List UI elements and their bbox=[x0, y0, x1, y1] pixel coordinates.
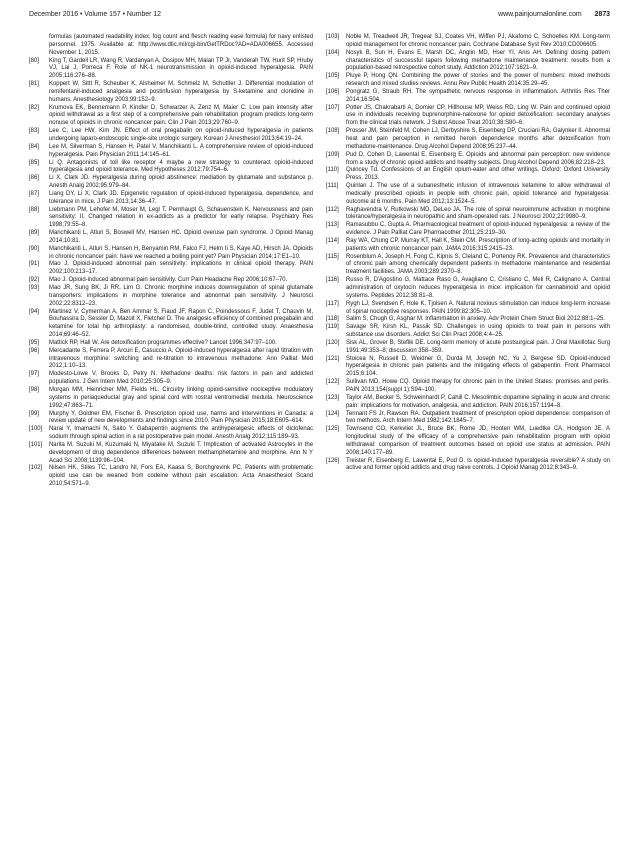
reference-text: Manchikanti L, Atluri S, Boswell MV, Hansen HC. Opioid overuse pain syndrome. J Opioid Manag 2014;10:81. bbox=[49, 230, 313, 244]
reference-number: [89] bbox=[29, 230, 39, 237]
reference-entry bbox=[326, 105, 610, 129]
reference-number: [99] bbox=[29, 410, 39, 417]
reference-text: Mao J. Opioid-induced abnormal pain sensitivity. Curr Pain Headache Rep 2006;10:67–70. bbox=[49, 277, 288, 284]
reference-number: [122] bbox=[326, 379, 340, 386]
reference-text: Manchikanti L, Atluri S, Hansen H, Benyamin RM, Falco FJ, Helm Ii S, Kaye AD, Hirsch JA. Opioids in chronic noncancer pain: have we reached a boiling point yet? Pain Physician 2014;17:E1–10. bbox=[49, 245, 313, 260]
reference-text: Treister R, Eisenberg E, Lawental E, Pud D. Is opioid-induced hyperalgesia reversible? A study on active and former opioid addicts and drug naive controls. J Opioid Manag 2012;8:343–9. bbox=[346, 457, 610, 472]
reference-entry bbox=[326, 152, 610, 168]
reference-number: [82] bbox=[29, 104, 39, 111]
reference-text: Li Q. Antagonists of toll like receptor 4 maybe a new strategy to counteract opioid-induced hyperalgesia and opioid tolerance. Med Hypotheses 2012;79:754–6. bbox=[49, 159, 313, 174]
journal-url: www.painjournalonline.com bbox=[498, 10, 582, 18]
reference-text: Mattick RP, Hall W. Are detoxification programmes effective? Lancet 1996;347:97–100. bbox=[49, 339, 277, 346]
reference-number: [93] bbox=[29, 285, 39, 291]
reference-text: Mao JR, Sung BK, Ji RR, Lim G. Chronic morphine induces downregulation of spinal glutamate transporters: implications in morphine tolerance and abnormal pain sensitivity. J Neurosci 2002;22:8312–23. bbox=[49, 285, 313, 307]
reference-text: Murphy Y, Goldner EM, Fischer B. Prescription opioid use, harms and interventions in Canada: a review update of new developments and findings since 2010. Pain Physician 2015;18:E605–614. bbox=[49, 410, 313, 425]
reference-entry bbox=[326, 277, 610, 301]
reference-entry bbox=[29, 309, 313, 340]
reference-entry bbox=[326, 167, 610, 183]
reference-entry bbox=[29, 348, 313, 372]
references-body bbox=[29, 34, 610, 489]
reference-text: Quinlan J. The use of a subanesthetic infusion of intravenous ketamine to allow withdrawal of medically prescribed opioids in people with chronic pain, opioid tolerance and hyperalgesia: outcome at 6 months. Pain Med 2012;13:1524–5. bbox=[346, 183, 610, 205]
reference-number: [115] bbox=[326, 253, 339, 260]
reference-text: Martinez V, Cymerman A, Ben Ammar S, Fiaud JF, Rapon C, Poindessous F, Judet T, Chauvin M, Bouhassira D, Sessler D, Mazoit X, Fletcher D. The analgesic efficiency of combined pregabalin and ketamine for total hip arthroplasty: a randomised, double-blind, controlled study. Anaesthesia 2014;69:46–52. bbox=[49, 308, 313, 339]
reference-entry bbox=[326, 379, 610, 395]
reference-text: Quincey Td. Confessions of an English opium-eater and other writings. Oxford: Oxford University Press, 2013. bbox=[346, 167, 610, 182]
reference-entry bbox=[29, 465, 313, 489]
reference-text: Modesto-Lowe V, Brooks D, Petry N. Methadone deaths: risk factors in pain and addicted populations. J Gen Intern Med 2010;25:305–9. bbox=[49, 371, 313, 386]
reference-text: Lee M, Silverman S, Hansen H, Patel V, Manchikanti L. A comprehensive review of opioid-induced hyperalgesia. Pain Physician 2011;14:145–61. bbox=[49, 143, 313, 158]
reference-text: Salim S, Chugh G, Asghar M. Inflammation in anxiety. Adv Protein Chem Struct Biol 2012;88:1–25. bbox=[346, 316, 605, 323]
reference-number: [124] bbox=[326, 410, 340, 417]
page-number: 2873 bbox=[594, 10, 610, 18]
reference-entry bbox=[326, 356, 610, 380]
reference-entry bbox=[29, 81, 313, 105]
reference-entry bbox=[29, 340, 313, 348]
reference-entry bbox=[29, 191, 313, 207]
reference-entry bbox=[326, 301, 610, 317]
reference-number: [119] bbox=[326, 324, 339, 331]
reference-number: [104] bbox=[326, 49, 340, 56]
reference-text: Liang DY, Li X, Clark JD. Epigenetic regulation of opioid-induced hyperalgesia, dependence, and tolerance in mice. J Pain 2013;14:36–47. bbox=[49, 190, 313, 205]
reference-number: [114] bbox=[326, 237, 339, 244]
reference-number: [86] bbox=[29, 175, 39, 182]
reference-entry bbox=[326, 34, 610, 50]
reference-text: Mao J. Opioid-induced abnormal pain sensitivity: implications in clinical opioid therapy. PAIN 2002;100:213–17. bbox=[49, 261, 313, 276]
reference-entry bbox=[29, 160, 313, 176]
journal-issue-info: December 2016 • Volume 157 • Number 12 bbox=[29, 10, 161, 18]
reference-number: [87] bbox=[29, 190, 39, 197]
reference-entry bbox=[29, 144, 313, 160]
reference-entry bbox=[29, 387, 313, 411]
header-right bbox=[498, 11, 610, 18]
reference-text: Potter JS, Chakrabarti A, Domier CP, Hillhouse MP, Weiss RD, Ling W. Pain and continued opioid use in individuals receiving buprenorphine-naloxone for opioid detoxification: secondary analyses from the clinical trials network. J Subst Abuse Treat 2010;38:S80–6. bbox=[346, 104, 610, 127]
reference-entry bbox=[326, 426, 610, 457]
reference-text: Liebmann PM, Lehofer M, Moser M, Legl T, Pernhaupt G, Schauenstein K. Nervousness and pain sensitivity: II. Changed relation in ex-addicts as a predictor for early relapse. Psychiatry Res 1998;79:55–8. bbox=[49, 206, 313, 229]
reference-text: Noble M, Treadwell JR, Tregear SJ, Coates VH, Wiffen PJ, Akafomo C, Schoelles KM. Long-term opioid management for chronic noncancer pain. Cochrane Database Syst Rev 2010;CD006605. bbox=[346, 34, 610, 48]
reference-number: [123] bbox=[326, 394, 340, 401]
reference-entry bbox=[326, 183, 610, 207]
reference-number: [83] bbox=[29, 128, 39, 135]
reference-text: Ramasubbu C, Gupta A. Pharmacological treatment of opioid-induced hyperalgesia: a review of the evidence. J Pain Palliat Care Pharmacother 2011;25:219–30. bbox=[346, 222, 610, 237]
reference-number: [108] bbox=[326, 128, 340, 135]
reference-entry bbox=[29, 128, 313, 144]
reference-entry bbox=[326, 128, 610, 152]
reference-text: Prosser JM, Steinfeld M, Cohen LJ, Derbyshire S, Eisenberg DP, Cruciani RA, Galynker II. Abnormal heat and pain perception in remitted heroin dependence months after detoxification from methadone-maintenance. Drug Alcohol Depend 2008;95:237–44. bbox=[346, 128, 610, 150]
reference-number: [106] bbox=[326, 88, 340, 95]
reference-number: [126] bbox=[326, 457, 340, 464]
reference-number: [84] bbox=[29, 143, 39, 150]
reference-number: [118] bbox=[326, 316, 339, 323]
reference-entry bbox=[326, 411, 610, 427]
reference-number: [107] bbox=[326, 104, 340, 111]
reference-number: [105] bbox=[326, 73, 340, 80]
reference-text: Russo R, D'Agostino G, Mattace Raso G, Avagliano C, Cristiano C, Meli R, Calignano A. Central administration of oxytocin reduces hyperalgesia in mice: implication for cannabinoid and opioid systems. Peptides 2012;38:81–8. bbox=[346, 277, 610, 299]
reference-text: Rosenblum A, Joseph H, Fong C, Kipnis S, Cleland C, Portenoy RK. Prevalence and characteristics of chronic pain among chemically dependent patients in methadone maintenance and residential treatment facilities. JAMA 2003;289:2370–8. bbox=[346, 253, 610, 276]
reference-entry bbox=[326, 324, 610, 340]
reference-number: [117] bbox=[326, 300, 339, 307]
reference-number: [81] bbox=[29, 81, 39, 88]
reference-text: Morgan MM, Heinricher MM, Fields HL. Circuitry linking opioid-sensitive nociceptive modulatory systems in periaqueductal gray and spinal cord with rostral ventromedial medulla. Neuroscience 1992;47:863–71. bbox=[49, 386, 313, 409]
reference-number: [100] bbox=[29, 426, 43, 433]
reference-text: Narita M, Suzuki M, Kuzumaki N, Miyatake M, Suzuki T. Implication of activated Astrocytes in the development of drug dependence differences between methamphetamine and morphine. Ann N Y Acad Sci 2008;1139:96–104. bbox=[49, 441, 313, 464]
right-column bbox=[326, 34, 610, 489]
reference-text: Mercadante S, Ferrera P, Arcuri E, Casuccio A. Opioid-induced hyperalgesia after rapid titration with intravenous morphine: switching and re-titration to intravenous methadone. Ann Palliat Med 2012;1:10–13. bbox=[49, 347, 313, 370]
reference-entry bbox=[326, 254, 610, 278]
reference-number: [96] bbox=[29, 347, 39, 354]
reference-number: [98] bbox=[29, 386, 39, 393]
reference-number: [102] bbox=[29, 465, 43, 472]
reference-text: Ray WA, Chung CP, Murray KT, Hall K, Stein CM. Prescription of long-acting opioids and mortality in patients with chronic noncancer pain. JAMA 2016;315:2415–23. bbox=[346, 237, 610, 252]
reference-text: Townsend CO, Kerkvliet JL, Bruce BK, Rome JD, Hooten WM, Luedtke CA, Hodgson JE. A longitudinal study of the efficacy of a comprehensive pain rehabilitation program with opioid withdrawal: comparison of treatment outcomes based on opioid use status at admission. PAIN 2008;140:177–89. bbox=[346, 426, 610, 456]
reference-number: [80] bbox=[29, 57, 39, 64]
reference-text: King T, Gardell LR, Wang R, Vardanyan A, Ossipov MH, Malan TP Jr, Vanderah TW, Hunt SP, Hruby VJ, Lai J, Porreca F. Role of NK-1 neurotransmission in opioid-induced hyperalgesia. PAIN 2005;116:276–88. bbox=[49, 57, 313, 80]
reference-entry bbox=[326, 207, 610, 223]
reference-text: Nilsen HK, Stiles TC, Landro NI, Fors EA, Kaasa S, Borchgrevink PC. Patients with problematic opioid use can be weaned from codeine without pain escalation. Acta Anaesthesiol Scand 2010;54:571–9. bbox=[49, 465, 313, 488]
reference-text: Nosyk B, Sun H, Evans E, Marsh DC, Anglin MD, Hser YI, Anis AH. Defining dosing pattern characteristics of successful tapers following methadone maintenance treatment: results from a population-based retrospective cohort study. Addiction 2012;107:1621–9. bbox=[346, 49, 610, 72]
reference-text: Pongratz G, Straub RH. The sympathetic nervous response in inflammation. Arthritis Res Ther 2014;16:504. bbox=[346, 88, 610, 103]
reference-text: Taylor AM, Becker S, Schweinhardt P, Cahill C. Mesolimbic dopamine signaling in acute and chronic pain: implications for motivation, analgesia, and addiction. PAIN 2016;157:1194–8. bbox=[346, 394, 610, 409]
reference-entry bbox=[29, 175, 313, 191]
running-header bbox=[29, 8, 610, 20]
reference-number: [91] bbox=[29, 261, 39, 268]
reference-number: [85] bbox=[29, 159, 39, 166]
reference-number: [97] bbox=[29, 371, 39, 378]
reference-text: Rygh LJ, Svendsen F, Hole K, Tjolsen A. Natural noxious stimulation can induce long-term increase of spinal nociceptive responses. PAIN 1999;82:305–10. bbox=[346, 300, 610, 315]
reference-number: [95] bbox=[29, 339, 39, 346]
reference-entry bbox=[29, 371, 313, 387]
reference-text: Sisk AL, Grover B, Steflik DE. Long-term memory of acute postsurgical pain. J Oral Maxillofac Surg 1991;49:353–8; discussion 358–359. bbox=[346, 339, 610, 354]
reference-entry bbox=[29, 261, 313, 277]
reference-text: formulas (automated readability index, fog count and flesch reading ease formula) for navy enlisted personnel. 1975. Available at: http://www.dtic.mil/cgi-bin/GetTRDoc?AD=ADA006655. Accessed November 1, 2015. bbox=[49, 34, 313, 56]
reference-number: [90] bbox=[29, 245, 39, 252]
reference-entry bbox=[326, 238, 610, 254]
reference-number: [125] bbox=[326, 426, 340, 433]
reference-number: [113] bbox=[326, 222, 339, 229]
reference-number: [121] bbox=[326, 355, 340, 362]
reference-entry bbox=[326, 89, 610, 105]
reference-entry bbox=[29, 277, 313, 285]
reference-entry bbox=[29, 105, 313, 129]
reference-entry bbox=[29, 230, 313, 246]
reference-number: [116] bbox=[326, 277, 339, 284]
reference-number: [109] bbox=[326, 151, 340, 158]
reference-number: [110] bbox=[326, 167, 339, 174]
reference-entry bbox=[326, 222, 610, 238]
reference-entry bbox=[326, 316, 610, 324]
reference-number: [112] bbox=[326, 206, 339, 213]
reference-entry bbox=[29, 246, 313, 262]
reference-number: [94] bbox=[29, 308, 39, 315]
reference-entry bbox=[326, 50, 610, 74]
reference-number: [111] bbox=[326, 183, 339, 190]
reference-entry bbox=[326, 73, 610, 89]
reference-text: Krumova EK, Bennemann P, Kindler D, Schwarzer A, Zenz M, Maier C. Low pain intensity after opioid withdrawal as a first step of a comprehensive pain rehabilitation program predicts long-term nonuse of opioids in chronic noncancer pain. Clin J Pain 2013;29:760–9. bbox=[49, 104, 313, 127]
reference-entry bbox=[29, 426, 313, 442]
reference-text: Li X, Clark JD. Hyperalgesia during opioid abstinence: mediation by glutamate and substance p. Anesth Analg 2002;95:979–84. bbox=[49, 175, 313, 190]
reference-entry bbox=[29, 285, 313, 309]
reference-number: [92] bbox=[29, 277, 39, 284]
reference-text: Koppert W, Sittl R, Scheuber K, Alsheimer M, Schmelz M, Schuttler J. Differential modulation of remifentanil-induced analgesia and postinfusion hyperalgesia by S-ketamine and clonidine in humans. Anesthesiology 2003;99:152–9. bbox=[49, 81, 313, 103]
reference-entry bbox=[326, 340, 610, 356]
reference-text: Lee C, Lee HW, Kim JN. Effect of oral pregabalin on opioid-induced hyperalgesia in patients undergoing laparo-endoscopic single-site urologic surgery. Korean J Anesthesiol 2013;64:19–24. bbox=[49, 128, 313, 142]
reference-entry bbox=[29, 411, 313, 427]
reference-number: [101] bbox=[29, 441, 43, 448]
reference-number: [88] bbox=[29, 206, 39, 213]
reference-text: Pluye P, Hong QN. Combining the power of stories and the power of numbers: mixed methods research and mixed studies reviews. Annu Rev Public Health 2014;35:29–45. bbox=[346, 73, 610, 88]
reference-entry bbox=[29, 207, 313, 231]
reference-number: [103] bbox=[326, 34, 340, 40]
reference-text: Narai Y, Imamachi N, Saito Y. Gabapentin augments the antihyperalgesic effects of diclofenac sodium through spinal action in a rat postoperative pain model. Anesth Analg 2012;115:189–93. bbox=[49, 426, 313, 441]
reference-text: Savage SR, Kirsh KL, Passik SD. Challenges in using opioids to treat pain in persons with substance use disorders. Addict Sci Clin Pract 2008;4:4–25. bbox=[346, 324, 610, 339]
reference-entry bbox=[29, 58, 313, 82]
reference-text: Sullivan MD, Howe CQ. Opioid therapy for chronic pain in the United States: promises and perils. PAIN 2013;154(suppl 1):S94–100. bbox=[346, 379, 610, 393]
reference-text: Pud D, Cohen D, Lawental E, Eisenberg E. Opioids and abnormal pain perception: new evidence from a study of chronic opioid addicts and healthy subjects. Drug Alcohol Depend 2006;82:218–23. bbox=[346, 151, 610, 166]
reference-entry bbox=[29, 442, 313, 466]
reference-entry bbox=[29, 34, 313, 58]
reference-entry bbox=[326, 458, 610, 474]
reference-text: Stoicea N, Russell D, Weidner G, Durda M, Joseph NC, Yu J, Bergese SD. Opioid-induced hyperalgesia in chronic pain patients and the mitigating effects of gabapentin. Front Pharmacol 2015;6:104. bbox=[346, 355, 610, 378]
reference-text: Raghavendra V, Rutkowski MD, DeLeo JA. The role of spinal neuroimmune activation in morphine tolerance/hyperalgesia in neuropathic and sham-operated rats. J Neurosci 2002;22:9980–9. bbox=[346, 206, 610, 221]
reference-text: Tennant FS Jr, Rawson RA. Outpatient treatment of prescription opioid dependence: comparison of two methods. Arch Intern Med 1982;142:1845–7. bbox=[346, 410, 610, 425]
reference-entry bbox=[326, 395, 610, 411]
left-column bbox=[29, 34, 313, 489]
reference-number: [120] bbox=[326, 339, 340, 346]
